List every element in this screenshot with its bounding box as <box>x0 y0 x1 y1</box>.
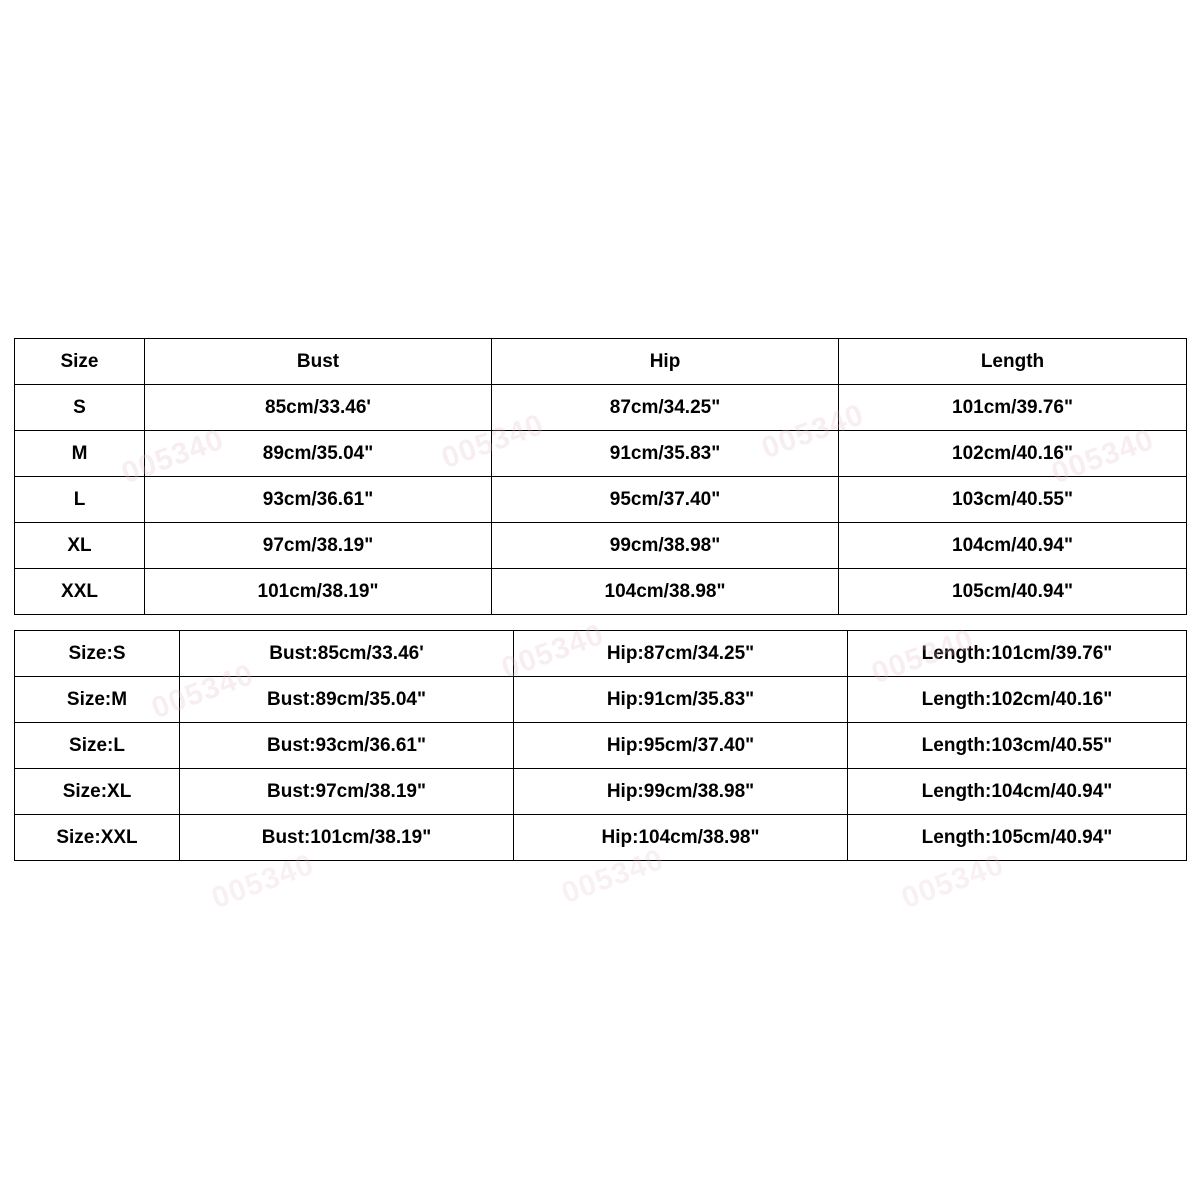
table-row <box>15 769 1187 815</box>
cell-hip: 95cm/37.40" <box>492 477 839 523</box>
table-row <box>15 569 1187 615</box>
watermark-text: 005340 <box>1047 422 1159 491</box>
table-row <box>15 431 1187 477</box>
table-row <box>15 815 1187 861</box>
table-row <box>15 723 1187 769</box>
watermark-text: 005340 <box>557 842 669 911</box>
table-header-row <box>15 339 1187 385</box>
cell-length: Length:102cm/40.16" <box>848 677 1187 723</box>
table-row <box>15 677 1187 723</box>
cell-length: Length:104cm/40.94" <box>848 769 1187 815</box>
column-header-size: Size <box>15 339 145 385</box>
cell-size: Size:M <box>15 677 180 723</box>
watermark-text: 005340 <box>497 617 609 686</box>
cell-length: Length:101cm/39.76" <box>848 631 1187 677</box>
cell-bust: Bust:97cm/38.19" <box>180 769 514 815</box>
cell-size: Size:L <box>15 723 180 769</box>
cell-size: XL <box>15 523 145 569</box>
cell-hip: 91cm/35.83" <box>492 431 839 477</box>
cell-hip: Hip:95cm/37.40" <box>514 723 848 769</box>
cell-hip: 99cm/38.98" <box>492 523 839 569</box>
column-header-hip: Hip <box>492 339 839 385</box>
cell-length: Length:103cm/40.55" <box>848 723 1187 769</box>
watermark-text: 005340 <box>757 397 869 466</box>
cell-bust: Bust:85cm/33.46' <box>180 631 514 677</box>
watermark-text: 005340 <box>117 422 229 491</box>
column-header-bust: Bust <box>145 339 492 385</box>
cell-bust: 85cm/33.46' <box>145 385 492 431</box>
size-chart-table <box>14 338 1186 615</box>
cell-size: Size:S <box>15 631 180 677</box>
watermark-text: 005340 <box>437 407 549 476</box>
cell-length: 104cm/40.94" <box>839 523 1187 569</box>
table-row <box>15 631 1187 677</box>
cell-hip: 104cm/38.98" <box>492 569 839 615</box>
table-row <box>15 477 1187 523</box>
cell-bust: 101cm/38.19" <box>145 569 492 615</box>
cell-size: M <box>15 431 145 477</box>
cell-hip: Hip:99cm/38.98" <box>514 769 848 815</box>
cell-bust: 93cm/36.61" <box>145 477 492 523</box>
cell-length: 101cm/39.76" <box>839 385 1187 431</box>
cell-bust: Bust:93cm/36.61" <box>180 723 514 769</box>
cell-size: Size:XL <box>15 769 180 815</box>
cell-length: Length:105cm/40.94" <box>848 815 1187 861</box>
cell-hip: Hip:104cm/38.98" <box>514 815 848 861</box>
cell-size: L <box>15 477 145 523</box>
cell-size: Size:XXL <box>15 815 180 861</box>
cell-length: 105cm/40.94" <box>839 569 1187 615</box>
cell-hip: Hip:91cm/35.83" <box>514 677 848 723</box>
cell-size: S <box>15 385 145 431</box>
cell-length: 103cm/40.55" <box>839 477 1187 523</box>
watermark-text: 005340 <box>897 847 1009 916</box>
cell-bust: 97cm/38.19" <box>145 523 492 569</box>
cell-bust: Bust:101cm/38.19" <box>180 815 514 861</box>
cell-length: 102cm/40.16" <box>839 431 1187 477</box>
watermark-text: 005340 <box>867 622 979 691</box>
watermark-text: 005340 <box>207 847 319 916</box>
column-header-length: Length <box>839 339 1187 385</box>
size-chart-labeled-grid <box>14 630 1187 861</box>
table-row <box>15 523 1187 569</box>
watermark-text: 005340 <box>147 657 259 726</box>
cell-size: XXL <box>15 569 145 615</box>
cell-bust: 89cm/35.04" <box>145 431 492 477</box>
cell-bust: Bust:89cm/35.04" <box>180 677 514 723</box>
cell-hip: Hip:87cm/34.25" <box>514 631 848 677</box>
table-row <box>15 385 1187 431</box>
size-chart-labeled-table <box>14 630 1186 861</box>
size-chart-grid <box>14 338 1187 615</box>
cell-hip: 87cm/34.25" <box>492 385 839 431</box>
